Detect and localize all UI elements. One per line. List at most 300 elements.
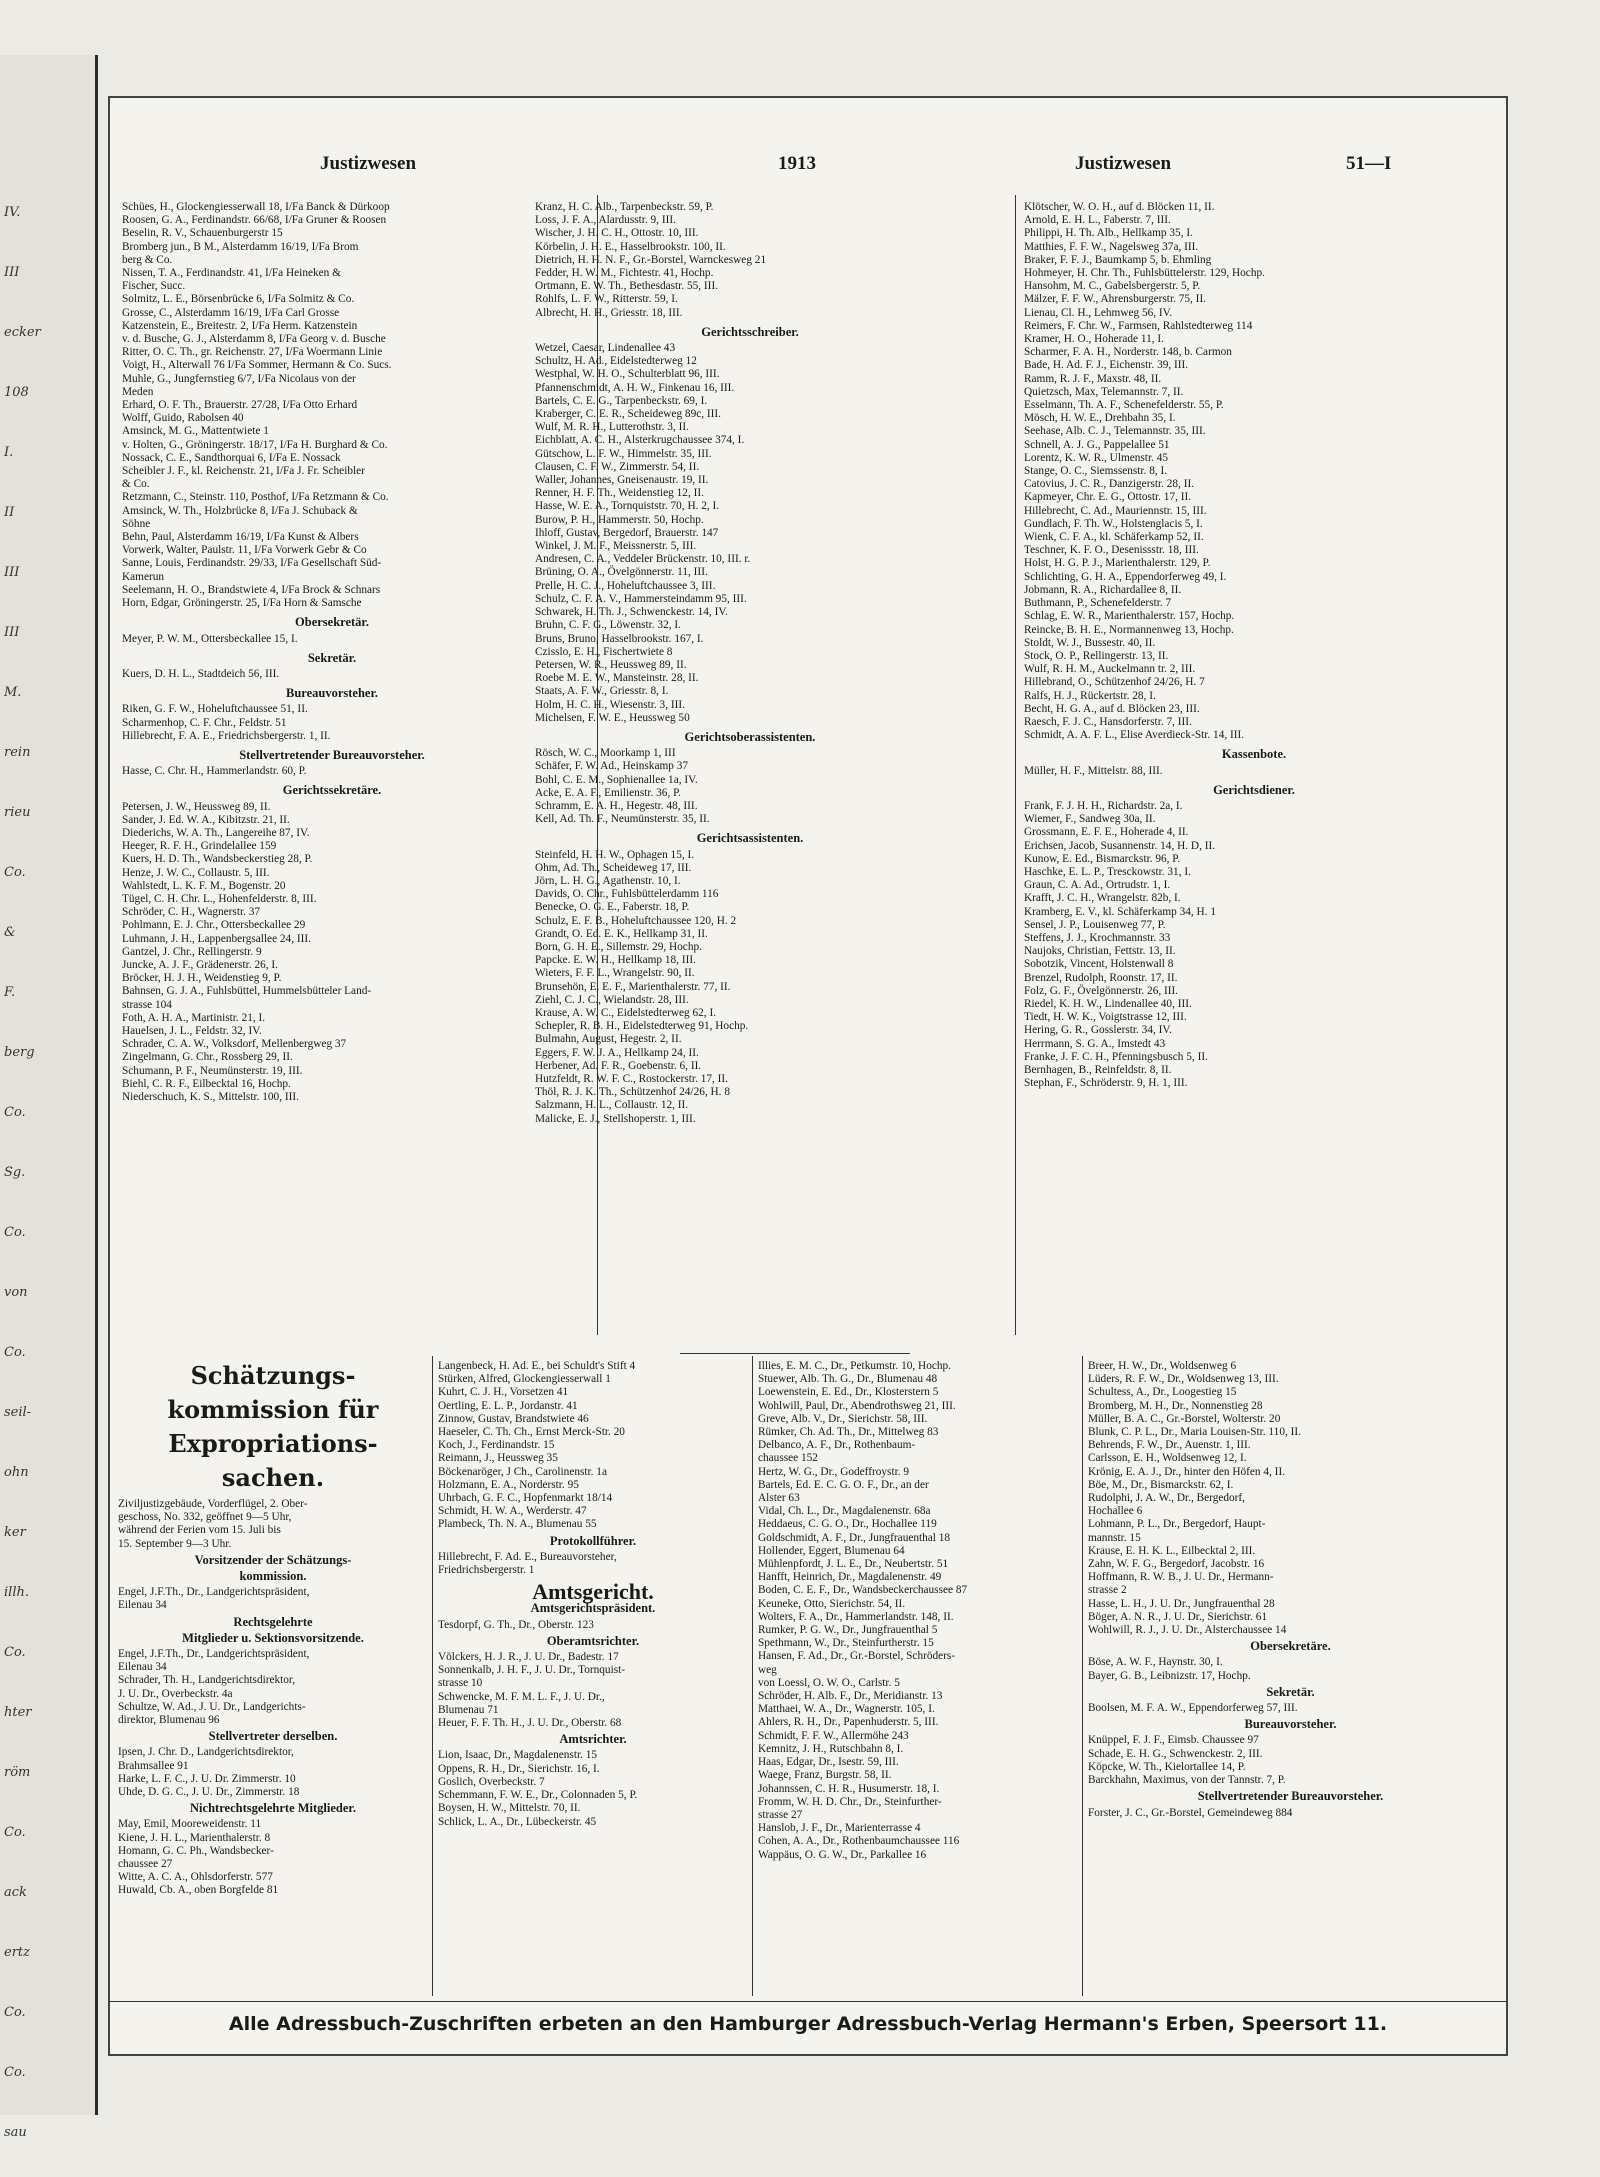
directory-entry: chaussee 27: [118, 1858, 173, 1871]
directory-entry: Kuers, D. H. L., Stadtdeich 56, III.: [122, 667, 280, 680]
section-heading: Stellvertreter derselben.: [208, 1729, 338, 1744]
directory-entry: Wetzel, Caesar, Lindenallee 43: [535, 342, 676, 355]
directory-entry: Blunk, C. P. L., Dr., Maria Louisen-Str. 110, II.: [1088, 1426, 1301, 1439]
directory-entry: Bruns, Bruno, Hasselbrookstr. 167, I.: [535, 632, 704, 645]
directory-entry: Stuewer, Alb. Th. G., Dr., Blumenau 48: [758, 1373, 938, 1386]
directory-entry: Michelsen, F. W. E., Heussweg 50: [535, 711, 690, 724]
directory-entry: Hansen, F. Ad., Dr., Gr.-Borstel, Schröders-: [758, 1650, 956, 1663]
directory-entry: Hasse, L. H., J. U. Dr., Jungfrauenthal 28: [1088, 1597, 1275, 1610]
column-rule: [432, 1356, 433, 1996]
directory-entry: Schultess, A., Dr., Loogestieg 15: [1088, 1386, 1237, 1399]
directory-entry: Uhde, D. G. C., J. U. Dr., Zimmerstr. 18: [118, 1786, 300, 1799]
directory-entry: Thöl, R. J. K. Th., Schützenhof 24/26, H. 8: [535, 1086, 730, 1099]
directory-entry: Diederichs, W. A. Th., Langereihe 87, IV.: [122, 826, 310, 839]
directory-entry: Schmidt, H. W. A., Werderstr. 47: [438, 1505, 587, 1518]
footer-rule: [110, 2001, 1506, 2002]
directory-entry: Hillebrecht, F. Ad. E., Bureauvorsteher,: [438, 1550, 617, 1563]
directory-entry: Kunow, E. Ed., Bismarckstr. 96, P.: [1024, 852, 1181, 865]
directory-entry: Wolff, Guido, Rabolsen 40: [122, 412, 244, 425]
directory-entry: Loss, J. F. A., Alardusstr. 9, III.: [535, 214, 676, 227]
directory-entry: strasse 104: [122, 998, 172, 1011]
directory-entry: Foth, A. H. A., Martinistr. 21, I.: [122, 1011, 266, 1024]
directory-entry: J. U. Dr., Overbeckstr. 4a: [118, 1687, 233, 1700]
bottom-column-2: [438, 1360, 748, 2000]
directory-entry: Hohmeyer, H. Chr. Th., Fuhlsbüttelerstr. 129, Hochp.: [1024, 267, 1265, 280]
directory-entry: Westphal, W. H. O., Schulterblatt 96, III.: [535, 368, 720, 381]
directory-entry: Biehl, C. R. F., Eilbecktal 16, Hochp.: [122, 1077, 291, 1090]
directory-entry: Schröder, H. Alb. F., Dr., Meridianstr. 13: [758, 1690, 943, 1703]
directory-entry: Wappäus, O. G. W., Dr., Parkallee 16: [758, 1848, 927, 1861]
directory-entry: Stürken, Alfred, Glockengiesserwall 1: [438, 1373, 611, 1386]
directory-entry: Illies, E. M. C., Dr., Petkumstr. 10, Hochp.: [758, 1360, 951, 1372]
directory-entry: Solmitz, L. E., Börsenbrücke 6, I/Fa Solmitz & Co.: [122, 293, 355, 306]
directory-entry: Henze, J. W. C., Collaustr. 5, III.: [122, 866, 270, 879]
directory-entry: Steinfeld, H. H. W., Ophagen 15, I.: [535, 848, 695, 861]
directory-entry: Koch, J., Ferdinandstr. 15: [438, 1439, 555, 1452]
section-heading: Obersekretäre.: [1250, 1639, 1331, 1654]
directory-entry: Schepler, R. B. H., Eidelstedterweg 91, Hochp.: [535, 1020, 749, 1033]
directory-entry: Brahmsallee 91: [118, 1759, 189, 1772]
directory-entry: Schlag, E. W. R., Marienthalerstr. 157, Hochp.: [1024, 610, 1235, 623]
directory-entry: Gütschow, L. F. W., Himmelstr. 35, III.: [535, 447, 712, 460]
directory-entry: Boden, C. E. F., Dr., Wandsbeckerchaussee 87: [758, 1584, 968, 1597]
directory-entry: Scharmenhop, C. F. Chr., Feldstr. 51: [122, 716, 287, 729]
directory-entry: Goldschmidt, A. F., Dr., Jungfrauenthal 18: [758, 1531, 951, 1544]
spine-fragment: rein: [4, 745, 31, 760]
directory-entry: Friedrichsbergerstr. 1: [438, 1564, 535, 1577]
directory-entry: Behn, Paul, Alsterdamm 16/19, I/Fa Kunst & Albers: [122, 531, 359, 544]
directory-entry: Frank, F. J. H. H., Richardstr. 2a, I.: [1024, 799, 1183, 812]
directory-entry: Roebe M. E. W., Mansteinstr. 28, II.: [535, 672, 699, 685]
directory-entry: Papcke. E. W. H., Hellkamp 18, III.: [535, 954, 696, 967]
spine-fragment: ker: [4, 1525, 26, 1540]
directory-entry: Ahlers, R. H., Dr., Papenhuderstr. 5, III.: [758, 1716, 939, 1729]
directory-entry: Matthaei, W. A., Dr., Wagnerstr. 105, I.: [758, 1703, 935, 1716]
directory-entry: Langenbeck, H. Ad. E., bei Schuldt's Stift 4: [438, 1360, 636, 1372]
directory-entry: Rumker, P. G. W., Dr., Jungfrauenthal 5: [758, 1624, 938, 1637]
spine-fragment: F.: [4, 985, 16, 1000]
directory-entry: Bröcker, H. J. H., Weidenstieg 9, P.: [122, 972, 282, 985]
directory-entry: Mälzer, F. F. W., Ahrensburgerstr. 75, II.: [1024, 293, 1207, 306]
directory-entry: Amsinck, M. G., Mattentwiete 1: [122, 425, 269, 438]
directory-entry: Hertz, W. G., Dr., Godeffroystr. 9: [758, 1465, 910, 1478]
directory-entry: während der Ferien vom 15. Juli bis: [118, 1524, 281, 1537]
directory-entry: Kapmeyer, Chr. E. G., Ottostr. 17, II.: [1024, 491, 1192, 504]
directory-entry: Eilenau 34: [118, 1599, 167, 1612]
directory-entry: Bromberg jun., B M., Alsterdamm 16/19, I/Fa Brom: [122, 240, 359, 253]
bottom-column-1: [118, 1360, 428, 2000]
directory-entry: 15. September 9—3 Uhr.: [118, 1537, 232, 1550]
directory-entry: Schulz, C. F. A. V., Hammersteindamm 95, III.: [535, 592, 747, 605]
directory-entry: Plambeck, Th. N. A., Blumenau 55: [438, 1518, 597, 1531]
directory-entry: Franke, J. F. C. H., Pfenningsbusch 5, II.: [1024, 1050, 1208, 1063]
directory-entry: Naujoks, Christian, Fettstr. 13, II.: [1024, 945, 1176, 958]
spine-fragment: Co.: [4, 1825, 26, 1840]
directory-entry: strasse 10: [438, 1677, 483, 1690]
directory-entry: Ohm, Ad. Th., Scheideweg 17, III.: [535, 861, 692, 874]
section-heading: kommission.: [239, 1569, 307, 1584]
directory-entry: Hochallee 6: [1088, 1505, 1143, 1518]
directory-entry: Böe, M., Dr., Bismarckstr. 62, I.: [1088, 1478, 1234, 1491]
directory-entry: Barckhahn, Maximus, von der Tannstr. 7, P.: [1088, 1774, 1286, 1787]
directory-entry: Keuneke, Otto, Sierichstr. 54, II.: [758, 1597, 906, 1610]
directory-entry: Breer, H. W., Dr., Woldsenweg 6: [1088, 1360, 1237, 1372]
directory-entry: Schramm, E. A. H., Hegestr. 48, III.: [535, 799, 698, 812]
directory-entry: Krause, E. H. K. L., Eilbecktal 2, III.: [1088, 1544, 1256, 1557]
directory-entry: Pfannenschmidt, A. H. W., Finkenau 16, III.: [535, 381, 735, 394]
directory-entry: Petersen, W. R., Heussweg 89, II.: [535, 658, 687, 671]
directory-entry: Steffens, J. J., Krochmannstr. 33: [1024, 931, 1171, 944]
directory-entry: Meden: [122, 385, 154, 398]
directory-entry: Waege, Franz, Burgstr. 58, II.: [758, 1769, 892, 1782]
section-heading: Kassenbote.: [1221, 747, 1287, 762]
directory-entry: Rohlfs, L. F. W., Ritterstr. 59, I.: [535, 293, 678, 306]
directory-entry: Schröder, C. H., Wagnerstr. 37: [122, 906, 261, 919]
directory-entry: Ipsen, J. Chr. D., Landgerichtsdirektor,: [118, 1746, 294, 1759]
directory-entry: Eichblatt, A. C. H., Alsterkrugchaussee 374, I.: [535, 434, 745, 447]
directory-entry: Goslich, Overbeckstr. 7: [438, 1775, 545, 1788]
directory-entry: Hillebrand, O., Schützenhof 24/26, H. 7: [1024, 676, 1205, 689]
section-title: sachen.: [221, 1463, 325, 1492]
directory-entry: Holzmann, E. A., Norderstr. 95: [438, 1478, 579, 1491]
spine-fragment: II: [4, 505, 15, 520]
directory-entry: Voigt, H., Alterwall 76 I/Fa Sommer, Hermann & Co. Sucs.: [122, 359, 392, 372]
directory-entry: Ihloff, Gustav, Bergedorf, Brauerstr. 147: [535, 526, 719, 539]
directory-entry: Krause, A. W. C., Eidelstedterweg 62, I.: [535, 1006, 717, 1019]
directory-entry: Bayer, G. B., Leibnizstr. 17, Hochp.: [1088, 1669, 1251, 1682]
directory-entry: Ortmann, E. W. Th., Bethesdastr. 55, III.: [535, 280, 719, 293]
directory-entry: Lorentz, K. W. R., Ulmenstr. 45: [1024, 451, 1169, 464]
section-heading: Amtsgerichtspräsident.: [530, 1601, 656, 1616]
directory-entry: Kraberger, C. E. R., Scheideweg 89c, III.: [535, 408, 721, 421]
directory-entry: Kell, Ad. Th. F., Neumünsterstr. 35, II.: [535, 813, 710, 826]
directory-entry: Völckers, H. J. R., J. U. Dr., Badestr. 17: [438, 1651, 619, 1664]
directory-entry: Kramberg, E. V., kl. Schäferkamp 34, H. 1: [1024, 905, 1217, 918]
directory-entry: Bruhn, C. F. G., Löwenstr. 32, I.: [535, 619, 681, 632]
directory-entry: Hasse, W. E. A., Tornquiststr. 70, H. 2, I.: [535, 500, 720, 513]
directory-entry: Fromm, W. H. D. Chr., Dr., Steinfurther-: [758, 1795, 942, 1808]
directory-entry: Jobmann, R. A., Richardallee 8, II.: [1024, 583, 1182, 596]
directory-entry: Renner, H. F. Th., Weidenstieg 12, II.: [535, 487, 704, 500]
directory-entry: Kramer, H. O., Hoherade 11, I.: [1024, 333, 1164, 346]
directory-entry: Sander, J. Ed. W. A., Kibitzstr. 21, II.: [122, 813, 290, 826]
directory-entry: Heuer, F. F. Th. H., J. U. Dr., Oberstr. 68: [438, 1717, 622, 1730]
directory-entry: Petersen, J. W., Heussweg 89, II.: [122, 800, 271, 813]
directory-entry: Eggers, F. W. J. A., Hellkamp 24, II.: [535, 1046, 699, 1059]
directory-entry: Nissen, T. A., Ferdinandstr. 41, I/Fa Heineken &: [122, 267, 341, 280]
column-3: [1024, 201, 1484, 1346]
directory-entry: Uhrbach, G. F. C., Hopfenmarkt 18/14: [438, 1492, 613, 1505]
directory-entry: Beselin, R. V., Schauenburgerstr 15: [122, 227, 283, 240]
directory-entry: Acke, E. A. F., Emilienstr. 36, P.: [535, 786, 681, 799]
directory-entry: Scharmer, F. A. H., Norderstr. 148, b. Carmon: [1024, 346, 1232, 359]
directory-entry: Haschke, E. L. P., Tresckowstr. 31, I.: [1024, 865, 1191, 878]
directory-entry: Carlsson, E. H., Woldsenweg 12, I.: [1088, 1452, 1247, 1465]
column-rule: [1082, 1356, 1083, 1996]
directory-entry: Stock, O. P., Rellingerstr. 13, II.: [1024, 649, 1169, 662]
directory-entry: Heddaeus, C. G. O., Dr., Hochallee 119: [758, 1518, 937, 1531]
section-heading: Rechtsgelehrte: [233, 1614, 313, 1629]
directory-entry: Brunsehön, E. E. F., Marienthalerstr. 77, II.: [535, 980, 731, 993]
directory-entry: Brüning, O. A., Övelgönnerstr. 11, III.: [535, 566, 708, 579]
directory-entry: Gantzel, J. Chr., Rellingerstr. 9: [122, 945, 262, 958]
spine-fragment: III: [4, 265, 20, 280]
section-title: Amtsgericht.: [532, 1579, 654, 1605]
directory-entry: Hansohm, M. C., Gabelsbergerstr. 5, P.: [1024, 280, 1201, 293]
directory-entry: Philippi, H. Th. Alb., Hellkamp 35, I.: [1024, 227, 1193, 240]
directory-entry: Oertling, E. L. P., Jordanstr. 41: [438, 1399, 578, 1412]
directory-entry: & Co.: [122, 478, 150, 491]
section-title: Schätzungs-: [190, 1361, 356, 1390]
directory-entry: Catovius, J. C. R., Danzigerstr. 28, II.: [1024, 478, 1195, 491]
directory-entry: Sensel, J. P., Louisenweg 77, P.: [1024, 918, 1166, 931]
spine-fragment: I.: [4, 445, 14, 460]
directory-entry: Eilenau 34: [118, 1661, 167, 1674]
directory-entry: Wienk, C. F. A., kl. Schäferkamp 52, II.: [1024, 531, 1204, 544]
section-heading: Obersekretär.: [295, 615, 369, 630]
directory-entry: Wiemer, F., Sandweg 30a, II.: [1024, 813, 1156, 826]
header-left-title: Justizwesen: [320, 153, 417, 174]
section-heading: Sekretär.: [1266, 1684, 1315, 1699]
directory-entry: Haas, Edgar, Dr., Isestr. 59, III.: [758, 1756, 899, 1769]
directory-entry: Schrader, C. A. W., Volksdorf, Mellenbergweg 37: [122, 1038, 347, 1051]
directory-entry: Wulf, R. H. M., Auckelmann tr. 2, III.: [1024, 663, 1196, 676]
directory-entry: Böse, A. W. F., Haynstr. 30, I.: [1088, 1656, 1223, 1669]
directory-entry: Böckenaröger, J Ch., Carolinenstr. 1a: [438, 1465, 607, 1478]
column-rule: [752, 1356, 753, 1996]
directory-entry: Esselmann, Th. A. F., Schenefelderstr. 55, P.: [1024, 399, 1224, 412]
directory-entry: Born, G. H. E., Sillemstr. 29, Hochp.: [535, 940, 702, 953]
directory-entry: Seelemann, H. O., Brandstwiete 4, I/Fa Brock & Schnars: [122, 583, 381, 596]
directory-entry: Zinnow, Gustav, Brandstwiete 46: [438, 1412, 589, 1425]
spine-fragment: sau: [4, 2125, 27, 2140]
directory-entry: Boysen, H. W., Mittelstr. 70, II.: [438, 1802, 581, 1815]
directory-entry: Schulz, E. F. B., Hoheluftchaussee 120, H. 2: [535, 914, 737, 927]
directory-entry: Hillebrecht, C. Ad., Mauriennstr. 15, III.: [1024, 504, 1207, 517]
bottom-column-4: [1088, 1360, 1493, 2000]
directory-entry: Müller, H. F., Mittelstr. 88, III.: [1024, 764, 1163, 777]
directory-entry: Körbelin, J. H. E., Hasselbrookstr. 100, II.: [535, 240, 726, 253]
directory-entry: mannstr. 15: [1088, 1531, 1141, 1544]
directory-entry: Grosse, C., Alsterdamm 16/19, I/Fa Carl Grosse: [122, 306, 340, 319]
directory-entry: Vidal, Ch. L., Dr., Magdalenenstr. 68a: [758, 1505, 931, 1518]
directory-entry: Juncke, A. J. F., Grädenerstr. 26, I.: [122, 958, 278, 971]
directory-entry: Erhard, O. F. Th., Brauerstr. 27/28, I/Fa Otto Erhard: [122, 399, 358, 412]
directory-entry: Braker, F. F. J., Baumkamp 5, b. Ehmling: [1024, 253, 1212, 266]
spine-fragment: III: [4, 625, 20, 640]
directory-entry: Ramm, R. J. F., Maxstr. 48, II.: [1024, 372, 1162, 385]
directory-entry: Holm, H. C. H., Wiesenstr. 3, III.: [535, 698, 685, 711]
directory-entry: Wulf, M. R. H., Lutterothstr. 3, II.: [535, 421, 689, 434]
directory-entry: Riedel, K. H. W., Lindenallee 40, III.: [1024, 997, 1192, 1010]
directory-entry: Holst, H. G. P. J., Marienthalerstr. 129, P.: [1024, 557, 1211, 570]
directory-entry: Retzmann, C., Steinstr. 110, Posthof, I/Fa Retzmann & Co.: [122, 491, 389, 504]
directory-entry: Wohlwill, R. J., J. U. Dr., Alsterchaussee 14: [1088, 1624, 1287, 1637]
directory-entry: Roosen, G. A., Ferdinandstr. 66/68, I/Fa Gruner & Roosen: [122, 214, 387, 227]
directory-entry: Bade, H. Ad. F. J., Eichenstr. 39, III.: [1024, 359, 1189, 372]
spine-fragment: Sg.: [4, 1165, 26, 1180]
directory-entry: Bartels, C. E. G., Tarpenbeckstr. 69, I.: [535, 394, 708, 407]
directory-entry: Becht, H. G. A., auf d. Blöcken 23, III.: [1024, 702, 1200, 715]
directory-entry: Fedder, H. W. M., Fichtestr. 41, Hochp.: [535, 267, 714, 280]
directory-entry: Wischer, J. H. C. H., Ottostr. 10, III.: [535, 227, 699, 240]
spine-fragment: hter: [4, 1705, 32, 1720]
section-heading: Stellvertretender Bureauvorsteher.: [239, 747, 425, 762]
directory-entry: Mühlenpfordt, J. L. E., Dr., Neubertstr. 51: [758, 1558, 949, 1571]
directory-entry: Reincke, B. H. E., Normannenweg 13, Hochp.: [1024, 623, 1234, 636]
directory-entry: Bulmahn, August, Hegestr. 2, II.: [535, 1033, 682, 1046]
spine-fragment: Co.: [4, 2065, 26, 2080]
directory-entry: Bernhagen, B., Reinfeldstr. 8, II.: [1024, 1064, 1172, 1076]
directory-entry: Muhle, G., Jungfernstieg 6/7, I/Fa Nicolaus von der: [122, 372, 356, 385]
directory-entry: Krafft, J. C. H., Wrangelstr. 82b, I.: [1024, 892, 1181, 905]
directory-entry: Wohlwill, Paul, Dr., Abendrothsweg 21, III.: [758, 1399, 956, 1412]
spine-fragment: IV.: [4, 205, 21, 220]
directory-entry: Mösch, H. W. E., Drehbahn 35, I.: [1024, 412, 1176, 425]
directory-entry: Albrecht, H. H., Griesstr. 18, III.: [535, 306, 683, 319]
directory-entry: Schmidt, F. F. W., Allermöhe 243: [758, 1729, 909, 1742]
directory-entry: Staats, A. F. W., Griesstr. 8, I.: [535, 685, 669, 698]
directory-entry: Köpcke, W. Th., Kielortallee 14, P.: [1088, 1760, 1246, 1773]
directory-entry: Waller, Johannes, Gneisenaustr. 19, II.: [535, 474, 709, 487]
section-heading: Sekretär.: [307, 650, 357, 665]
directory-entry: berg & Co.: [122, 253, 173, 266]
directory-entry: Haeseler, C. Th. Ch., Ernst Merck-Str. 20: [438, 1426, 625, 1439]
directory-entry: Teschner, K. F. O., Desenissstr. 18, III.: [1024, 544, 1199, 557]
section-heading: Gerichtsdiener.: [1213, 782, 1295, 797]
spine-fragment: Co.: [4, 2005, 26, 2020]
directory-entry: Nossack, C. E., Sandthorquai 6, I/Fa E. Nossack: [122, 451, 341, 464]
directory-entry: Dietrich, H. H. N. F., Gr.-Borstel, Warnckesweg 21: [535, 253, 767, 266]
section-heading: Amtsrichter.: [559, 1732, 627, 1747]
directory-entry: Hanfft, Heinrich, Dr., Magdalenenstr. 49: [758, 1571, 942, 1584]
directory-entry: Ziehl, C. J. C., Wielandstr. 28, III.: [535, 993, 689, 1006]
directory-entry: Wieters, F. F. L., Wrangelstr. 90, II.: [535, 967, 695, 980]
section-heading: Stellvertretender Bureauvorsteher.: [1197, 1789, 1384, 1804]
directory-entry: Tesdorpf, G. Th., Dr., Oberstr. 123: [438, 1618, 594, 1631]
directory-entry: Bahnsen, G. J. A., Fuhlsbüttel, Hummelsbütteler Land-: [122, 985, 372, 998]
directory-entry: Heeger, R. F. H., Grindelallee 159: [122, 840, 277, 853]
adjacent-page-spine: [0, 55, 98, 2140]
directory-entry: May, Emil, Mooreweidenstr. 11: [118, 1818, 262, 1831]
directory-entry: Folz, G. F., Övelgönnerstr. 26, III.: [1024, 984, 1179, 997]
directory-entry: v. Holten, G., Gröningerstr. 18/17, I/Fa H. Burghard & Co.: [122, 438, 388, 451]
directory-entry: Pohlmann, E. J. Chr., Ottersbeckallee 29: [122, 919, 306, 932]
directory-entry: Horn, Edgar, Gröningerstr. 25, I/Fa Horn & Samsche: [122, 597, 362, 610]
directory-entry: Boolsen, M. F. A. W., Eppendorferweg 57, III.: [1088, 1702, 1298, 1715]
directory-entry: Buthmann, P., Schenefelderstr. 7: [1024, 597, 1172, 610]
directory-entry: Schües, H., Glockengiesserwall 18, I/Fa Banck & Dürkoop: [122, 201, 390, 213]
directory-entry: Engel, J.F.Th., Dr., Landgerichtspräsident,: [118, 1648, 310, 1661]
directory-entry: Kuers, H. D. Th., Wandsbeckerstieg 28, P.: [122, 853, 313, 866]
directory-entry: Schmidt, A. A. F. L., Elise Averdieck-Str. 14, III.: [1024, 729, 1245, 742]
directory-entry: Clausen, C. F. W., Zimmerstr. 54, II.: [535, 460, 700, 473]
section-divider: [680, 1353, 910, 1354]
spine-fragment: &: [4, 925, 16, 940]
directory-entry: Ralfs, H. J., Rückertstr. 28, I.: [1024, 689, 1156, 702]
directory-entry: Winkel, J. M. F., Meissnerstr. 5, III.: [535, 540, 697, 553]
publisher-footer: Alle Adressbuch-Zuschriften erbeten an den Hamburger Adressbuch-Verlag Hermann's Erben, Speersort 11.: [228, 2013, 1388, 2035]
column-2: [535, 201, 965, 1346]
directory-entry: Erichsen, Jacob, Susannenstr. 14, H. D, II.: [1024, 839, 1216, 852]
directory-entry: direktor, Blumenau 96: [118, 1714, 220, 1727]
directory-entry: Hoffmann, R. W. B., J. U. Dr., Hermann-: [1088, 1571, 1274, 1584]
directory-entry: Scheibler J. F., kl. Reichenstr. 21, I/Fa J. Fr. Scheibler: [122, 465, 365, 478]
directory-entry: Raesch, F. J. C., Hansdorferstr. 7, III.: [1024, 715, 1192, 728]
directory-entry: Böger, A. N. R., J. U. Dr., Sierichstr. 61: [1088, 1610, 1268, 1623]
directory-entry: Ritter, O. C. Th., gr. Reichenstr. 27, I/Fa Woermann Linie: [122, 346, 383, 359]
directory-entry: Vorwerk, Walter, Paulstr. 11, I/Fa Vorwerk Gebr & Co: [122, 544, 367, 557]
spine-fragment: illh.: [4, 1585, 29, 1600]
section-title: Expropriations-: [168, 1429, 378, 1458]
directory-entry: Hutzfeldt, R. W. F. C., Rostockerstr. 17, II.: [535, 1073, 729, 1085]
directory-entry: Bohl, C. E. M., Sophienallee 1a, IV.: [535, 773, 698, 786]
spine-fragment: Co.: [4, 1345, 26, 1360]
directory-entry: Müller, B. A. C., Gr.-Borstel, Wolterstr. 20: [1088, 1412, 1281, 1425]
spine-fragment: ecker: [4, 325, 41, 340]
section-heading: Oberamtsrichter.: [546, 1633, 640, 1648]
directory-entry: Zahn, W. F. G., Bergedorf, Jacobstr. 16: [1088, 1558, 1265, 1571]
spine-fragment: Co.: [4, 865, 26, 880]
directory-entry: Hasse, C. Chr. H., Hammerlandstr. 60, P.: [122, 765, 307, 778]
spine-fragment: röm: [4, 1765, 31, 1780]
section-heading: Bureauvorsteher.: [285, 686, 378, 701]
spine-fragment: 108: [4, 385, 29, 400]
section-heading: Gerichtsassistenten.: [696, 831, 804, 846]
directory-entry: Spethmann, W., Dr., Steinfurtherstr. 15: [758, 1637, 934, 1650]
directory-entry: Schemmann, F. W. E., Dr., Colonnaden 5, P.: [438, 1789, 638, 1802]
directory-entry: Sobotzik, Vincent, Holstenwall 8: [1024, 958, 1174, 971]
directory-entry: Oppens, R. H., Dr., Sierichstr. 16, I.: [438, 1762, 600, 1775]
directory-entry: Lohmann, P. L., Dr., Bergedorf, Haupt-: [1088, 1518, 1266, 1531]
directory-entry: Rudolphi, J. A. W., Dr., Bergedorf,: [1088, 1492, 1246, 1505]
section-heading: Nichtrechtsgelehrte Mitglieder.: [190, 1801, 356, 1816]
directory-entry: Kiene, J. H. L., Marienthalerstr. 8: [118, 1831, 271, 1844]
spine-fragment: berg: [4, 1045, 35, 1060]
spine-fragment: Co.: [4, 1225, 26, 1240]
directory-entry: Schrader, Th. H., Landgerichtsdirektor,: [118, 1674, 296, 1687]
directory-entry: Rümker, Ch. Ad. Th., Dr., Mittelweg 83: [758, 1426, 939, 1439]
directory-entry: geschoss, No. 332, geöffnet 9—5 Uhr,: [118, 1511, 292, 1524]
spine-fragment: von: [4, 1285, 28, 1300]
directory-entry: Wolters, F. A., Dr., Hammerlandstr. 148, II.: [758, 1610, 954, 1623]
directory-entry: Zingelmann, G. Chr., Rossberg 29, II.: [122, 1051, 293, 1064]
directory-entry: Andresen, C. A., Veddeler Brückenstr. 10, III. r.: [535, 553, 751, 566]
directory-entry: Schlick, L. A., Dr., Lübeckerstr. 45: [438, 1815, 597, 1828]
spine-fragment: Co.: [4, 1645, 26, 1660]
column-rule: [1015, 195, 1016, 1335]
directory-entry: Grossmann, E. F. E., Hoherade 4, II.: [1024, 826, 1189, 839]
directory-entry: Herrmann, S. G. A., Imstedt 43: [1024, 1037, 1166, 1050]
directory-entry: Lüders, R. F. W., Dr., Woldsenweg 13, III.: [1088, 1373, 1279, 1386]
spine-fragment: ertz: [4, 1945, 30, 1960]
directory-entry: Jörn, L. H. G., Agathenstr. 10, I.: [535, 874, 681, 887]
directory-entry: Katzenstein, E., Breitestr. 2, I/Fa Herm. Katzenstein: [122, 319, 358, 332]
directory-entry: Witte, A. C. A., Ohlsdorferstr. 577: [118, 1871, 273, 1884]
directory-entry: Schlichting, G. H. A., Eppendorferweg 49, I.: [1024, 570, 1227, 583]
directory-entry: Rösch, W. C., Moorkamp 1, III: [535, 747, 676, 760]
directory-entry: Malicke, E. J., Stellshoperstr. 1, III.: [535, 1112, 696, 1125]
directory-entry: Luhmann, J. H., Lappenbergsallee 24, III.: [122, 932, 311, 945]
directory-entry: Quietzsch, Max, Telemannstr. 7, II.: [1024, 385, 1184, 398]
directory-entry: Kamerun: [122, 570, 165, 583]
directory-entry: Graun, C. A. Ad., Ortrudstr. 1, I.: [1024, 879, 1171, 892]
directory-entry: Hering, G. R., Gosslerstr. 34, IV.: [1024, 1024, 1172, 1037]
directory-entry: Kranz, H. C. Alb., Tarpenbeckstr. 59, P.: [535, 201, 714, 213]
directory-entry: Arnold, E. H. L., Faberstr. 7, III.: [1024, 214, 1171, 227]
section-title: kommission für: [167, 1395, 379, 1424]
directory-entry: Gundlach, F. Th. W., Holstenglacis 5, I.: [1024, 517, 1203, 530]
